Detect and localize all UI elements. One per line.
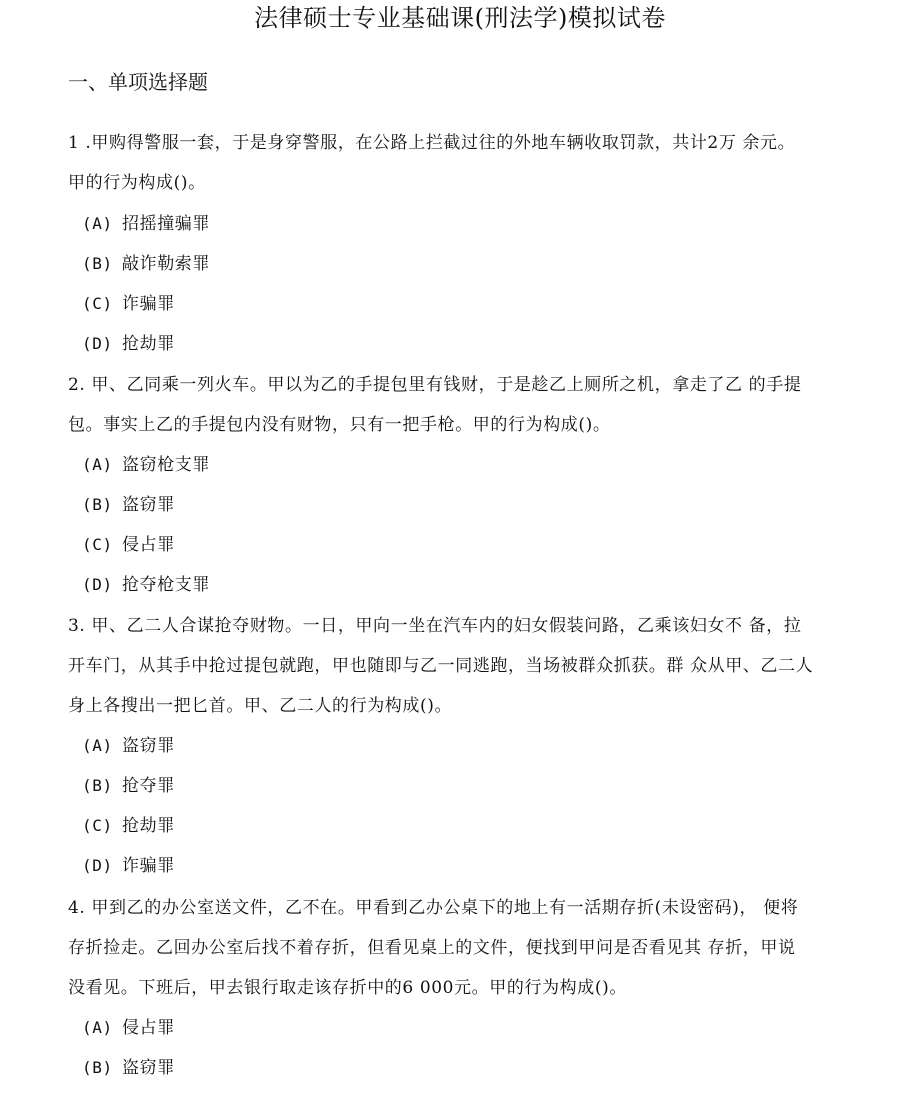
question-1-option-b xyxy=(82,251,210,277)
question-3-line-3: 身上各搜出一把匕首。甲、乙二人的行为构成()。 xyxy=(68,696,453,716)
option-key: (D) xyxy=(82,334,113,353)
question-2-line-2: 包。事实上乙的手提包内没有财物，只有一把手枪。甲的行为构成()。 xyxy=(68,415,611,435)
option-text: 侵占罪 xyxy=(122,1018,175,1038)
question-1-line-1: 1 .甲购得警服一套，于是身穿警服，在公路上拦截过往的外地车辆收取罚款，共计2万 余元。 xyxy=(68,133,796,153)
option-text: 招摇撞骗罪 xyxy=(122,214,210,234)
question-2-option-d xyxy=(82,572,210,598)
question-2-option-b xyxy=(82,492,175,518)
option-key: (B) xyxy=(82,776,113,795)
question-3-line-1: 3. 甲、乙二人合谋抢夺财物。一日，甲向一坐在汽车内的妇女假装问路，乙乘该妇女不 备，拉 xyxy=(68,616,802,636)
option-key: (A) xyxy=(82,1018,113,1037)
option-text: 诈骗罪 xyxy=(122,294,175,314)
section-heading: 一、单项选择题 xyxy=(68,70,208,94)
option-text: 诈骗罪 xyxy=(122,856,175,876)
option-text: 盗窃罪 xyxy=(122,736,175,756)
question-4-option-a xyxy=(82,1015,175,1041)
page-title: 法律硕士专业基础课(刑法学)模拟试卷 xyxy=(254,4,666,32)
option-text: 敲诈勒索罪 xyxy=(122,254,210,274)
option-key: (C) xyxy=(82,294,113,313)
option-text: 抢夺罪 xyxy=(122,776,175,796)
option-key: (D) xyxy=(82,856,113,875)
question-4-line-3: 没看见。下班后，甲去银行取走该存折中的6 000元。甲的行为构成()。 xyxy=(68,978,627,998)
option-text: 抢劫罪 xyxy=(122,334,175,354)
question-3-option-a xyxy=(82,733,175,759)
question-4-line-2: 存折捡走。乙回办公室后找不着存折，但看见桌上的文件，便找到甲问是否看见其 存折，甲说 xyxy=(68,938,796,958)
option-key: (A) xyxy=(82,455,113,474)
question-3-line-2: 开车门，从其手中抢过提包就跑，甲也随即与乙一同逃跑，当场被群众抓获。群 众从甲、乙二人 xyxy=(68,656,814,676)
option-text: 抢夺枪支罪 xyxy=(122,575,210,595)
option-text: 盗窃枪支罪 xyxy=(122,455,210,475)
option-key: (B) xyxy=(82,495,113,514)
question-4-option-b xyxy=(82,1055,175,1081)
question-2-option-a xyxy=(82,452,210,478)
question-3-option-b xyxy=(82,773,175,799)
option-text: 侵占罪 xyxy=(122,535,175,555)
option-text: 抢劫罪 xyxy=(122,816,175,836)
question-3-option-c xyxy=(82,813,175,839)
question-1-option-c xyxy=(82,291,175,317)
option-text: 盗窃罪 xyxy=(122,495,175,515)
option-key: (C) xyxy=(82,535,113,554)
question-3-option-d xyxy=(82,853,175,879)
option-key: (B) xyxy=(82,1058,113,1077)
question-1-line-2: 甲的行为构成()。 xyxy=(68,173,206,193)
option-text: 盗窃罪 xyxy=(122,1058,175,1078)
option-key: (C) xyxy=(82,816,113,835)
question-4-line-1: 4. 甲到乙的办公室送文件，乙不在。甲看到乙办公桌下的地上有一活期存折(未设密码)， 便将 xyxy=(68,898,799,918)
option-key: (D) xyxy=(82,575,113,594)
question-1-option-d xyxy=(82,331,175,357)
option-key: (A) xyxy=(82,736,113,755)
question-2-line-1: 2. 甲、乙同乘一列火车。甲以为乙的手提包里有钱财，于是趁乙上厕所之机，拿走了乙 的手提 xyxy=(68,375,802,395)
option-key: (A) xyxy=(82,214,113,233)
question-2-option-c xyxy=(82,532,175,558)
question-1-option-a xyxy=(82,211,210,237)
option-key: (B) xyxy=(82,254,113,273)
